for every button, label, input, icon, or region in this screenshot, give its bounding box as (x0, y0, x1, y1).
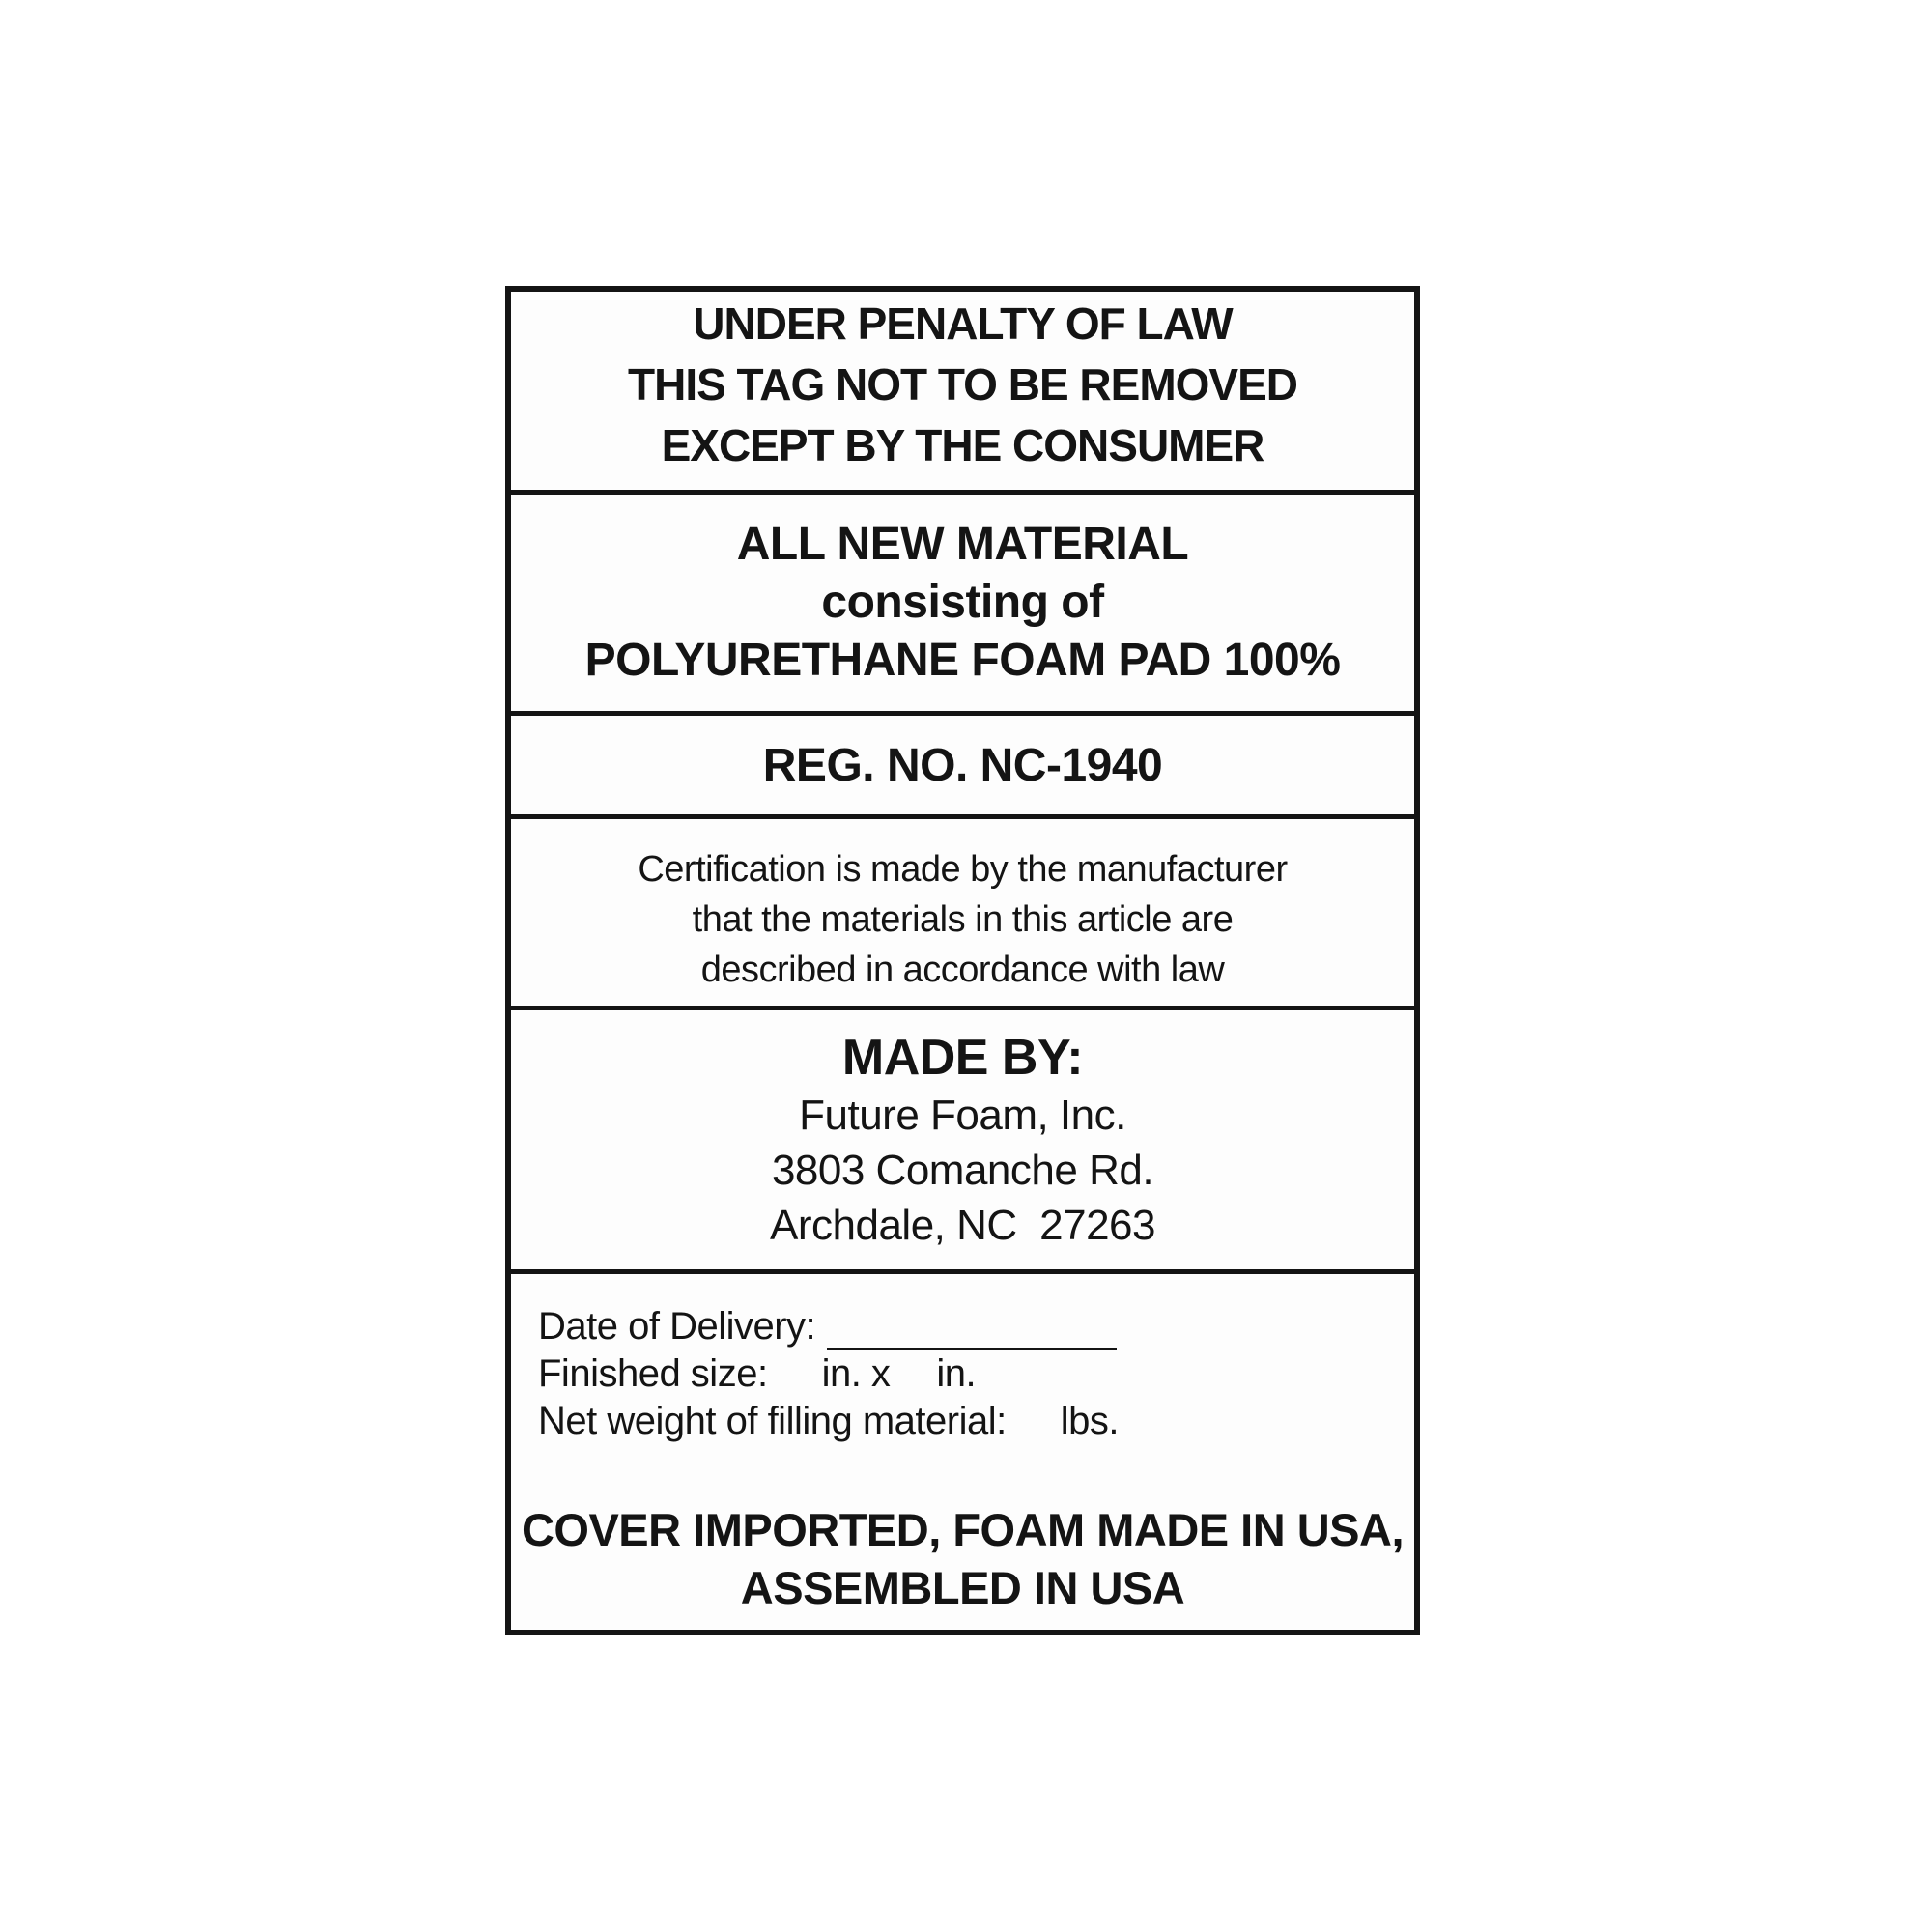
net-weight-row (538, 1398, 1395, 1445)
finished-size-row (538, 1350, 1395, 1398)
made-by-heading: MADE BY: (841, 1029, 1084, 1086)
penalty-line-1: UNDER PENALTY OF LAW (693, 298, 1233, 349)
material-line-3: POLYURETHANE FOAM PAD 100% (584, 635, 1341, 686)
material-line-1: ALL NEW MATERIAL (736, 519, 1189, 570)
date-blank-field (827, 1307, 1117, 1350)
certification-line-1: Certification is made by the manufacturer (638, 848, 1288, 890)
origin-line-2: ASSEMBLED IN USA (740, 1562, 1185, 1613)
certification-line-2: that the materials in this article are (692, 898, 1234, 940)
registration-number-text: REG. NO. NC-1940 (762, 739, 1163, 791)
penalty-line-3: EXCEPT BY THE CONSUMER (661, 420, 1264, 470)
origin-statement (511, 1501, 1414, 1617)
certification-section (511, 819, 1414, 1010)
manufacturer-name: Future Foam, Inc. (799, 1091, 1126, 1139)
finished-size-unit-2: in. (936, 1352, 977, 1395)
net-weight-unit: lbs. (1060, 1400, 1119, 1442)
delivery-details-block (511, 1274, 1414, 1445)
made-by-section (511, 1010, 1414, 1274)
details-section (511, 1274, 1414, 1630)
date-of-delivery-row (538, 1303, 1395, 1350)
certification-line-3: described in accordance with law (700, 949, 1225, 990)
material-section (511, 495, 1414, 716)
manufacturer-street: 3803 Comanche Rd. (771, 1146, 1154, 1194)
penalty-line-2: THIS TAG NOT TO BE REMOVED (628, 359, 1297, 410)
finished-size-unit-1: in. x (821, 1352, 891, 1395)
penalty-section (511, 292, 1414, 495)
date-of-delivery-label: Date of Delivery: (538, 1305, 816, 1348)
finished-size-label: Finished size: (538, 1352, 768, 1395)
origin-line-1: COVER IMPORTED, FOAM MADE IN USA, (521, 1504, 1405, 1555)
material-line-2: consisting of (821, 577, 1104, 628)
manufacturer-city-state-zip: Archdale, NC 27263 (770, 1201, 1155, 1249)
registration-section (511, 716, 1414, 819)
law-label-tag (505, 286, 1420, 1635)
net-weight-label: Net weight of filling material: (538, 1400, 1007, 1442)
